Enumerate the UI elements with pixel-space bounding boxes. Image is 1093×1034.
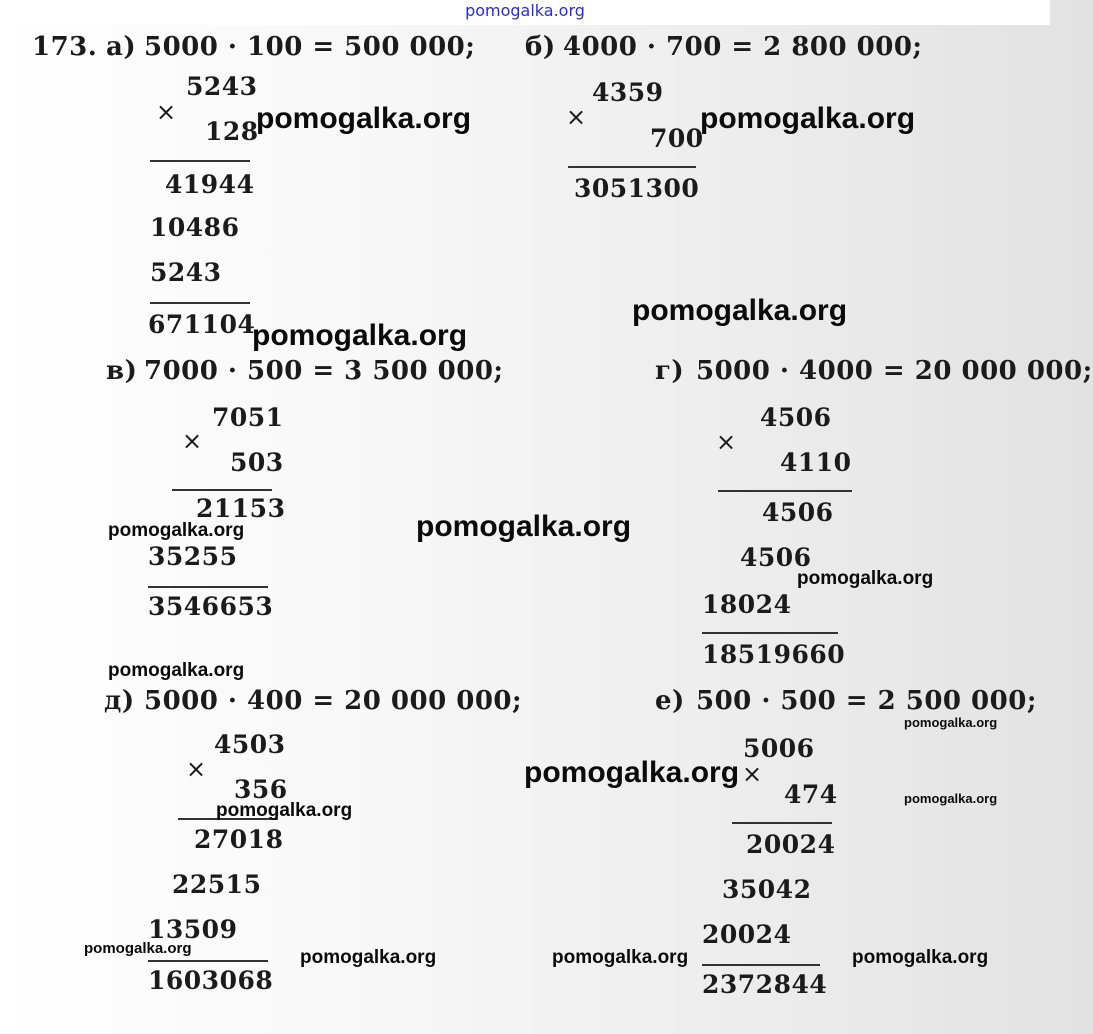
b-result: 3051300 <box>574 174 700 203</box>
watermark: pomogalka.org <box>904 791 998 806</box>
equation-v: 7000 · 500 = 3 500 000; <box>144 356 504 386</box>
v-multiplicand: 7051 <box>212 403 284 432</box>
e-result: 2372844 <box>702 970 828 999</box>
e-partial-2: 35042 <box>722 875 812 904</box>
v-rule-1 <box>172 489 272 491</box>
g-partial-2: 4506 <box>740 543 812 572</box>
a-result: 671104 <box>148 310 256 339</box>
v-times-sign: × <box>182 427 203 455</box>
b-times-sign: × <box>566 103 587 131</box>
d-partial-2: 22515 <box>172 870 262 899</box>
g-rule-2 <box>702 632 838 634</box>
label-v: в) <box>106 356 138 386</box>
a-partial-2: 10486 <box>150 213 240 242</box>
e-partial-1: 20024 <box>746 830 836 859</box>
equation-b: 4000 · 700 = 2 800 000; <box>563 32 923 62</box>
a-partial-3: 5243 <box>150 258 222 287</box>
watermark: pomogalka.org <box>416 510 632 543</box>
d-multiplicand: 4503 <box>214 730 286 759</box>
watermark: pomogalka.org <box>108 520 245 541</box>
e-multiplicand: 5006 <box>743 734 815 763</box>
a-times-sign: × <box>156 98 177 126</box>
d-partial-3: 13509 <box>148 915 238 944</box>
v-partial-2: 35255 <box>148 542 238 571</box>
b-multiplicand: 4359 <box>592 78 664 107</box>
watermark: pomogalka.org <box>904 715 998 730</box>
v-rule-2 <box>148 586 268 588</box>
watermark: pomogalka.org <box>256 102 472 135</box>
d-partial-1: 27018 <box>194 825 284 854</box>
v-multiplier: 503 <box>230 448 284 477</box>
b-multiplier: 700 <box>650 124 704 153</box>
e-partial-3: 20024 <box>702 920 792 949</box>
a-multiplier: 128 <box>205 117 259 146</box>
watermark: pomogalka.org <box>84 940 192 957</box>
v-partial-1: 21153 <box>196 494 286 523</box>
a-rule-1 <box>150 160 250 162</box>
g-times-sign: × <box>716 428 737 456</box>
label-e: е) <box>655 686 685 716</box>
equation-a: 5000 · 100 = 500 000; <box>144 32 476 62</box>
label-b: б) <box>525 32 556 62</box>
watermark: pomogalka.org <box>552 947 689 968</box>
watermark: pomogalka.org <box>700 102 916 135</box>
watermark: pomogalka.org <box>252 319 468 352</box>
e-rule-2 <box>702 964 820 966</box>
g-multiplicand: 4506 <box>760 403 832 432</box>
equation-e: 500 · 500 = 2 500 000; <box>696 686 1037 716</box>
d-rule-2 <box>148 960 268 962</box>
watermark: pomogalka.org <box>852 947 989 968</box>
e-multiplier: 474 <box>784 780 838 809</box>
e-rule-1 <box>732 822 832 824</box>
a-partial-1: 41944 <box>165 170 255 199</box>
g-rule-1 <box>718 490 852 492</box>
d-multiplier: 356 <box>234 775 288 804</box>
equation-g: 5000 · 4000 = 20 000 000; <box>696 356 1093 386</box>
problem-number: 173. <box>32 32 98 62</box>
g-partial-3: 18024 <box>702 590 792 619</box>
a-multiplicand: 5243 <box>186 72 258 101</box>
b-rule-1 <box>568 166 696 168</box>
g-partial-1: 4506 <box>762 498 834 527</box>
watermark: pomogalka.org <box>524 756 740 789</box>
g-result: 18519660 <box>702 640 846 669</box>
watermark: pomogalka.org <box>300 947 437 968</box>
site-link[interactable]: pomogalka.org <box>465 1 585 20</box>
e-times-sign: × <box>742 760 763 788</box>
watermark: pomogalka.org <box>216 800 353 821</box>
watermark: pomogalka.org <box>108 660 245 681</box>
g-multiplier: 4110 <box>780 448 852 477</box>
label-a: а) <box>106 32 137 62</box>
watermark: pomogalka.org <box>632 294 848 327</box>
equation-d: 5000 · 400 = 20 000 000; <box>144 686 523 716</box>
watermark: pomogalka.org <box>797 568 934 589</box>
d-result: 1603068 <box>148 966 274 995</box>
a-rule-2 <box>150 302 250 304</box>
d-times-sign: × <box>186 755 207 783</box>
label-g: г) <box>655 356 685 386</box>
v-result: 3546653 <box>148 592 274 621</box>
label-d: д) <box>104 686 135 716</box>
